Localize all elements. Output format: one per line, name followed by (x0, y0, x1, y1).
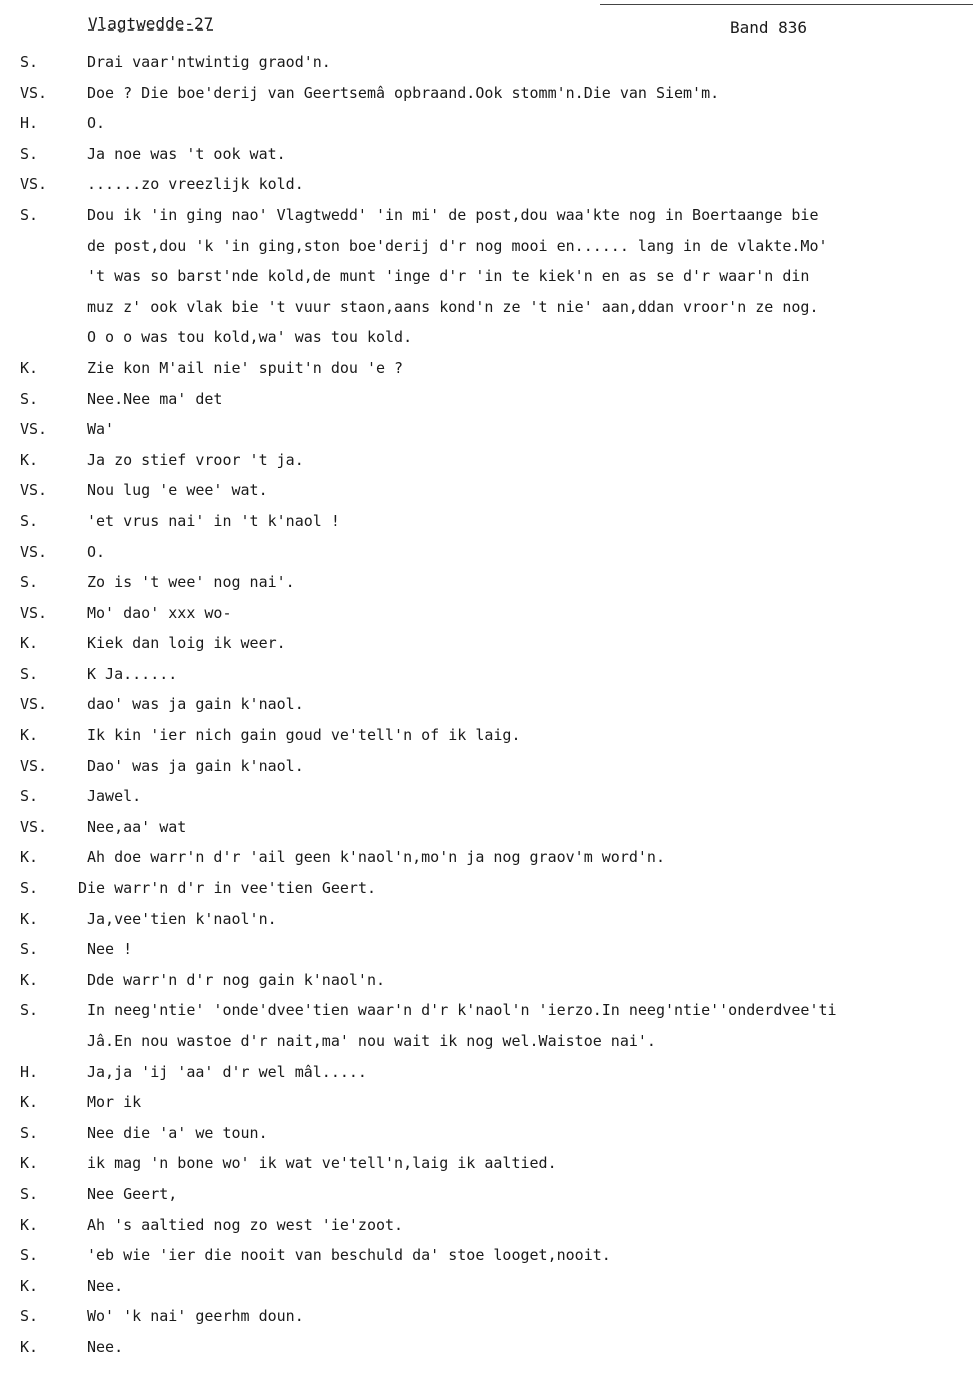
transcript-line (0, 203, 973, 234)
transcript-line (0, 1182, 973, 1213)
transcript-line (0, 601, 973, 632)
transcript-line (0, 570, 973, 601)
utterance-text: Nee ! (87, 940, 133, 959)
transcript-line (0, 356, 973, 387)
transcript-line (0, 1274, 973, 1305)
utterance-text: Dou ik 'in ging nao' Vlagtwedd' 'in mi' de post,dou waa'kte nog in Boertaange bie (87, 205, 819, 224)
utterance-text: Nee Geert, (87, 1184, 178, 1203)
speaker-label: S. (20, 787, 39, 806)
transcript-line (0, 845, 973, 876)
speaker-label: VS. (20, 175, 48, 194)
speaker-label: K. (20, 450, 39, 469)
transcript-line (0, 295, 973, 326)
speaker-label: S. (20, 1246, 39, 1265)
transcript-line (0, 1060, 973, 1091)
utterance-text: Zo is 't wee' nog nai'. (87, 573, 295, 592)
speaker-label: S. (20, 1123, 39, 1142)
speaker-label: H. (20, 114, 39, 133)
transcript-line (0, 1335, 973, 1366)
utterance-text: Ja,vee'tien k'naol'n. (87, 909, 277, 928)
utterance-text: Ah doe warr'n d'r 'ail geen k'naol'n,mo'n ja nog graov'm word'n. (87, 848, 665, 867)
utterance-text: O. (87, 114, 106, 133)
utterance-text: Wo' 'k nai' geerhm doun. (87, 1307, 304, 1326)
speaker-label: K. (20, 726, 39, 745)
utterance-text: Nee.Nee ma' det (87, 389, 223, 408)
transcript-line (0, 1090, 973, 1121)
utterance-text: Kiek dan loig ik weer. (87, 634, 286, 653)
speaker-label: VS. (20, 542, 48, 561)
speaker-label: S. (20, 1184, 39, 1203)
utterance-text: dao' was ja gain k'naol. (87, 695, 304, 714)
utterance-text: 'et vrus nai' in 't k'naol ! (87, 511, 340, 530)
transcript-line (0, 1213, 973, 1244)
speaker-label: K. (20, 358, 39, 377)
utterance-text: de post,dou 'k 'in ging,ston boe'derij d'r nog mooi en...... lang in de vlakte.Mo' (87, 236, 828, 255)
transcript-line (0, 325, 973, 356)
utterance-text: Jâ.En nou wastoe d'r nait,ma' nou wait ik nog wel.Waistoe nai'. (87, 1032, 656, 1050)
speaker-label: VS. (20, 695, 48, 714)
speaker-label: K. (20, 1093, 39, 1112)
speaker-label: K. (20, 909, 39, 928)
utterance-text: Ja,ja 'ij 'aa' d'r wel mâl..... (87, 1062, 367, 1081)
transcript-line (0, 1029, 973, 1060)
transcript-line (0, 234, 973, 265)
transcript-line (0, 631, 973, 662)
utterance-text: Nee,aa' wat (87, 817, 187, 836)
transcript-line (0, 968, 973, 999)
utterance-text: Nee. (87, 1337, 124, 1356)
band-number: Band 836 (730, 18, 808, 37)
transcript-line (0, 662, 973, 693)
utterance-text: Ik kin 'ier nich gain goud ve'tell'n of ik laig. (87, 726, 521, 745)
transcript-line (0, 50, 973, 81)
utterance-text: Wa' (87, 420, 115, 439)
utterance-text: O o o was tou kold,wa' was tou kold. (87, 328, 413, 347)
transcript-line (0, 540, 973, 571)
utterance-text: Die warr'n d'r in vee'tien Geert. (78, 879, 377, 898)
speaker-label: K. (20, 1276, 39, 1295)
speaker-label: K. (20, 1337, 39, 1356)
speaker-label: VS. (20, 420, 48, 439)
speaker-label: S. (20, 664, 39, 683)
transcript-line (0, 1243, 973, 1274)
speaker-label: S. (20, 511, 39, 530)
speaker-label: K. (20, 634, 39, 653)
speaker-label: K. (20, 970, 39, 989)
page-title: Vlagtwedde-27 (88, 14, 214, 33)
transcript-line (0, 692, 973, 723)
utterance-text: Nou lug 'e wee' wat. (87, 481, 268, 500)
speaker-label: VS. (20, 83, 48, 102)
transcript-line (0, 876, 973, 907)
speaker-label: S. (20, 573, 39, 592)
speaker-label: S. (20, 879, 39, 898)
speaker-label: S. (20, 144, 39, 163)
utterance-text: Ja zo stief vroor 't ja. (87, 450, 304, 469)
transcript-line (0, 998, 973, 1029)
transcript-line (0, 81, 973, 112)
speaker-label: S. (20, 389, 39, 408)
speaker-label: VS. (20, 603, 48, 622)
utterance-text: Jawel. (87, 787, 142, 806)
transcript-line (0, 937, 973, 968)
utterance-text: ik mag 'n bone wo' ik wat ve'tell'n,laig ik aaltied. (87, 1154, 557, 1173)
utterance-text: ......zo vreezlijk kold. (87, 175, 304, 194)
transcript (0, 50, 973, 1366)
utterance-text: Zie kon M'ail nie' spuit'n dou 'e ? (87, 358, 404, 377)
speaker-label: VS. (20, 756, 48, 775)
utterance-text: Dao' was ja gain k'naol. (87, 756, 304, 775)
utterance-text: Ja noe was 't ook wat. (87, 144, 286, 163)
speaker-label: S. (20, 1307, 39, 1326)
transcript-line (0, 111, 973, 142)
transcript-line (0, 509, 973, 540)
utterance-text: Ah 's aaltied nog zo west 'ie'zoot. (87, 1215, 404, 1234)
speaker-label: K. (20, 1215, 39, 1234)
utterance-text: Nee die 'a' we toun. (87, 1123, 268, 1142)
transcript-line (0, 387, 973, 418)
utterance-text: O. (87, 542, 106, 561)
utterance-text: K Ja...... (87, 664, 178, 683)
speaker-label: S. (20, 205, 39, 224)
transcript-line (0, 1151, 973, 1182)
transcript-line (0, 815, 973, 846)
transcript-line (0, 1304, 973, 1335)
transcript-line (0, 1121, 973, 1152)
transcript-line (0, 417, 973, 448)
speaker-label: K. (20, 848, 39, 867)
transcript-line (0, 264, 973, 295)
speaker-label: S. (20, 53, 39, 71)
transcript-line (0, 142, 973, 173)
utterance-text: 't was so barst'nde kold,de munt 'inge d'r 'in te kiek'n en as se d'r waar'n din (87, 267, 810, 286)
utterance-text: 'eb wie 'ier die nooit van beschuld da' stoe looget,nooit. (87, 1246, 611, 1265)
utterance-text: muz z' ook vlak bie 't vuur staon,aans kond'n ze 't nie' aan,ddan vroor'n ze nog. (87, 297, 819, 316)
utterance-text: Nee. (87, 1276, 124, 1295)
transcript-line (0, 478, 973, 509)
utterance-text: Mor ik (87, 1093, 142, 1112)
speaker-label: VS. (20, 481, 48, 500)
utterance-text: Mo' dao' xxx wo- (87, 603, 232, 622)
speaker-label: K. (20, 1154, 39, 1173)
utterance-text: Doe ? Die boe'derij van Geertsemâ opbraand.Ook stomm'n.Die van Siem'm. (87, 83, 720, 102)
top-rule (600, 4, 973, 5)
utterance-text: Dde warr'n d'r nog gain k'naol'n. (87, 970, 386, 989)
utterance-text: Drai vaar'ntwintig graod'n. (87, 53, 331, 71)
transcript-line (0, 448, 973, 479)
transcript-line (0, 784, 973, 815)
speaker-label: S. (20, 1001, 39, 1020)
speaker-label: VS. (20, 817, 48, 836)
speaker-label: S. (20, 940, 39, 959)
speaker-label: H. (20, 1062, 39, 1081)
transcript-line (0, 172, 973, 203)
transcript-line (0, 907, 973, 938)
transcript-line (0, 754, 973, 785)
transcript-line (0, 723, 973, 754)
utterance-text: In neeg'ntie' 'onde'dvee'tien waar'n d'r k'naol'n 'ierzo.In neeg'ntie''onderdvee'ti (87, 1001, 837, 1020)
